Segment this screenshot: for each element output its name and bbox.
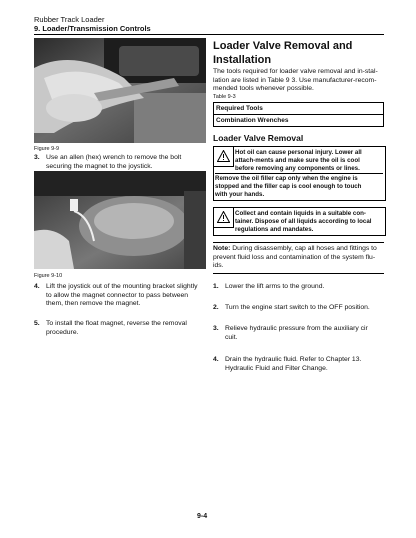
warning-box-liquids [213, 207, 386, 236]
step-number: 4. [34, 283, 40, 290]
step-text: To install the float magnet, reverse the removal [46, 320, 187, 327]
figure-9-10-caption: Figure 9-10 [34, 273, 63, 279]
header-rule [34, 34, 384, 35]
right-step-3 [213, 325, 384, 343]
figure-9-9-photo [34, 38, 206, 143]
intro-paragraph [213, 68, 383, 94]
page-number: 9-4 [197, 513, 208, 520]
left-step-5 [34, 320, 206, 338]
required-tools-table [213, 102, 384, 127]
section-title: 9. Loader/Transmission Controls [34, 24, 151, 33]
subsection-heading: Loader Valve Removal [213, 133, 304, 143]
note-paragraph [213, 245, 384, 271]
step-text: Turn the engine start switch to the OFF position. [225, 304, 370, 311]
step-text: Lift the joystick out of the mounting bracket slightly [46, 283, 198, 290]
table-caption: Table 9-3 [213, 94, 236, 100]
note-top-rule [213, 242, 384, 243]
warning-line: with your hands. [215, 191, 265, 198]
intro-line: mended tools whenever possible. [213, 85, 314, 93]
step-text: Lower the lift arms to the ground. [225, 283, 325, 290]
note-line [213, 245, 384, 254]
heading-line: Installation [213, 54, 272, 66]
step-number: 2. [213, 304, 219, 311]
section-heading [213, 39, 393, 67]
note-label: Note: [213, 245, 231, 252]
step-number: 4. [213, 356, 219, 363]
warning-line: regulations and mandates. [235, 226, 314, 233]
left-step-3 [34, 154, 206, 172]
step-text: them, then remove the magnet. [46, 300, 141, 308]
figure-9-9-caption: Figure 9-9 [34, 146, 60, 152]
note-text: During disassembly, cap all hoses and fittings to [230, 245, 377, 252]
right-step-2 [213, 304, 384, 313]
warning-box-hot-oil [213, 146, 386, 201]
left-step-4 [34, 283, 206, 310]
manual-title: Rubber Track Loader [34, 15, 105, 24]
warning-line: tainer. Dispose of all liquids according to local [235, 218, 372, 225]
warning-line: Collect and contain liquids in a suitable con- [235, 210, 366, 217]
warning-text [235, 210, 383, 234]
note-bottom-rule [213, 273, 384, 274]
step-number: 3. [213, 325, 219, 332]
table-header: Required Tools [214, 103, 384, 115]
step-text: Use an allen (hex) wrench to remove the bolt [46, 154, 182, 161]
warning-text [235, 149, 383, 173]
intro-line: lation are listed in Table 9 3. Use manufacturer-recom- [213, 76, 377, 84]
figure-9-10-photo [34, 171, 206, 269]
note-line: prevent fluid loss and contamination of the system flu- [213, 253, 376, 261]
table-cell: Combination Wrenches [214, 115, 384, 127]
warning-triangle-icon [214, 147, 234, 167]
note-line: ids. [213, 262, 224, 270]
intro-line: The tools required for loader valve removal and in-stal- [213, 68, 378, 75]
warning-text-filler-cap [215, 173, 383, 199]
step-text: Relieve hydraulic pressure from the auxiliary cir [225, 325, 368, 332]
step-text: cuit. [225, 333, 238, 341]
warning-line: stopped and the filler cap is cool enough to touch [215, 183, 362, 190]
warning-line: attach-ments and make sure the oil is cool [235, 157, 360, 164]
right-step-4 [213, 356, 384, 374]
warning-line: Remove the oil filler cap only when the engine is [215, 175, 358, 182]
step-text: Drain the hydraulic fluid. Refer to Chapter 13. [225, 356, 362, 363]
heading-line: Loader Valve Removal and [213, 40, 353, 52]
right-step-1 [213, 283, 384, 292]
step-text: to allow the magnet connector to pass between [46, 291, 189, 299]
warning-triangle-icon [214, 208, 234, 228]
step-number: 3. [34, 154, 40, 161]
step-number: 5. [34, 320, 40, 327]
warning-line: before removing any components or lines. [235, 165, 360, 172]
warning-line: Hot oil can cause personal injury. Lower all [235, 149, 362, 156]
step-text: securing the magnet to the joystick. [46, 162, 153, 170]
step-text: Hydraulic Fluid and Filter Change. [225, 364, 328, 372]
step-text: procedure. [46, 328, 79, 336]
step-number: 1. [213, 283, 219, 290]
